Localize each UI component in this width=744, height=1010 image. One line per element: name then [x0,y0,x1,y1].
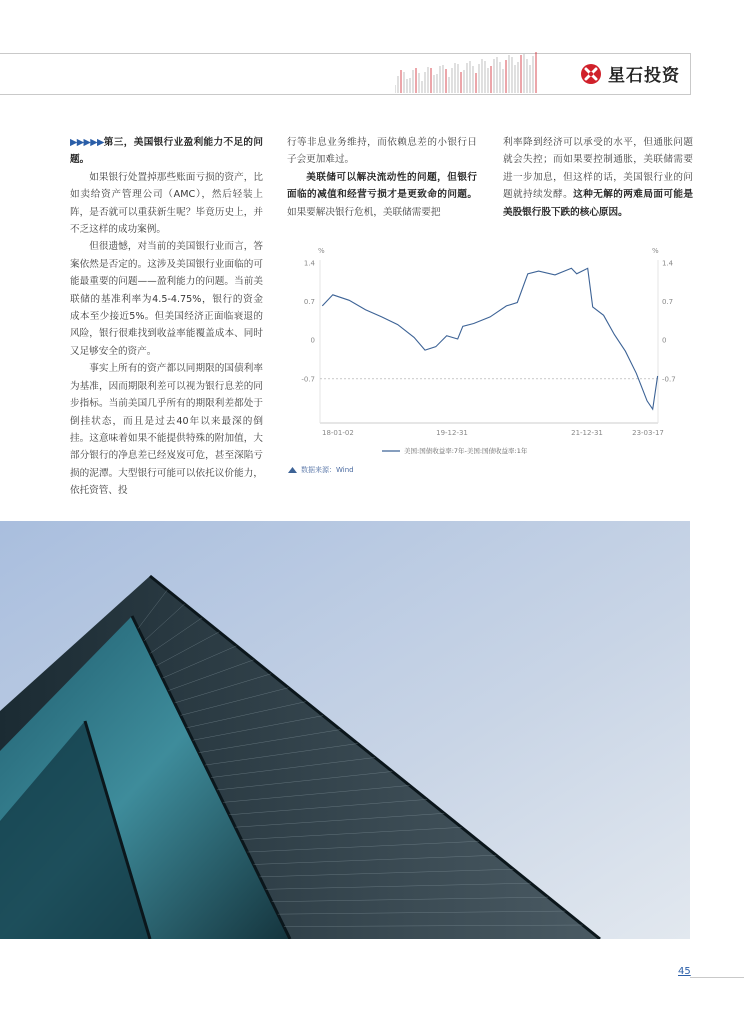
paragraph [503,134,693,221]
brand-logo [580,61,680,86]
page-number-rule [690,977,744,978]
brand-mark-icon [580,63,602,85]
y-tick-label-right: 0 [662,336,667,345]
column-1 [70,134,263,500]
spread-chart [300,240,680,460]
paragraph-text: 如果要解决银行危机，美联储需要把 [287,206,441,218]
series-line [322,268,657,409]
column-3 [503,134,693,221]
paragraph: 但很遗憾，对当前的美国银行业而言，答案依然是否定的。这涉及美国银行业面临的可能最重要的问题——盈利能力的问题。当前美联储的基准利率为4.5-4.75%，银行的资金成本至少接近5%。但美国经济正面临衰退的风险，银行很难找到收益率能覆盖成本、同时又足够安全的资产。 [70,241,263,357]
section-heading [70,134,263,169]
arrow-bullet-icon: ▶▶▶▶▶ [70,137,104,148]
paragraph: 事实上所有的资产都以同期限的国债利率为基准，因而期限利差可以视为银行息差的同步指标。当前美国几乎所有的期限利差都处于倒挂状态，而且是过去40年以来最深的倒挂。这意味着如果不能提供特殊的附加值，大部分银行的净息差已经岌岌可危，甚至深陷亏损的泥潭。大型银行可能可以依托议价能力，依托资管、投 [70,363,263,497]
y-tick-label-left: 0.7 [303,297,315,306]
triangle-icon [288,467,297,473]
y-tick-label-right: -0.7 [662,375,676,384]
bold-text: 这种无解的两难局面可能是美股银行股下跌的核心原因。 [503,189,694,218]
brand-name: 星石投资 [608,66,680,86]
header-bar-decoration [395,52,545,94]
bold-text: 美联储可以解决流动性的问题，但银行面临的减值和经营亏损才是更致命的问题。 [287,171,477,201]
paragraph: 行等非息业务维持，而依赖息差的小银行日子会更加难过。 [287,137,477,166]
x-tick-label: 19-12-31 [436,429,468,437]
paragraph-text: 利率降到经济可以承受的水平，但通胀问题就会失控；而如果要控制通胀，美联储需要进一步加息，但这样的话，美国银行业的问题就持续发酵。 [503,137,693,201]
y-tick-label-right: 0.7 [662,297,674,306]
data-source [288,465,354,475]
paragraph: 如果银行处置掉那些账面亏损的资产，比如卖给资产管理公司（AMC），然后轻装上阵，是否就可以重获新生呢？毕竟历史上，并不乏这样的成功案例。 [70,171,263,236]
y-unit-left: % [318,247,325,255]
legend-label: 美国:国债收益率:7年-美国:国债收益率:1年 [404,447,528,455]
x-tick-label: 23-03-17 [632,429,664,437]
paragraph [287,169,477,221]
x-tick-label: 21-12-31 [571,429,603,437]
y-unit-right: % [652,247,659,255]
y-tick-label-left: 1.4 [303,259,315,268]
y-tick-label-left: -0.7 [301,375,315,384]
column-2 [287,134,477,221]
building-photo [0,521,690,939]
x-tick-label: 18-01-02 [322,429,354,437]
y-tick-label-left: 0 [310,336,315,345]
heading-text: 第三，美国银行业盈利能力不足的问题。 [70,137,264,166]
page-number: 45 [678,966,691,977]
y-tick-label-right: 1.4 [662,259,674,268]
source-text: 数据来源：Wind [301,466,354,474]
